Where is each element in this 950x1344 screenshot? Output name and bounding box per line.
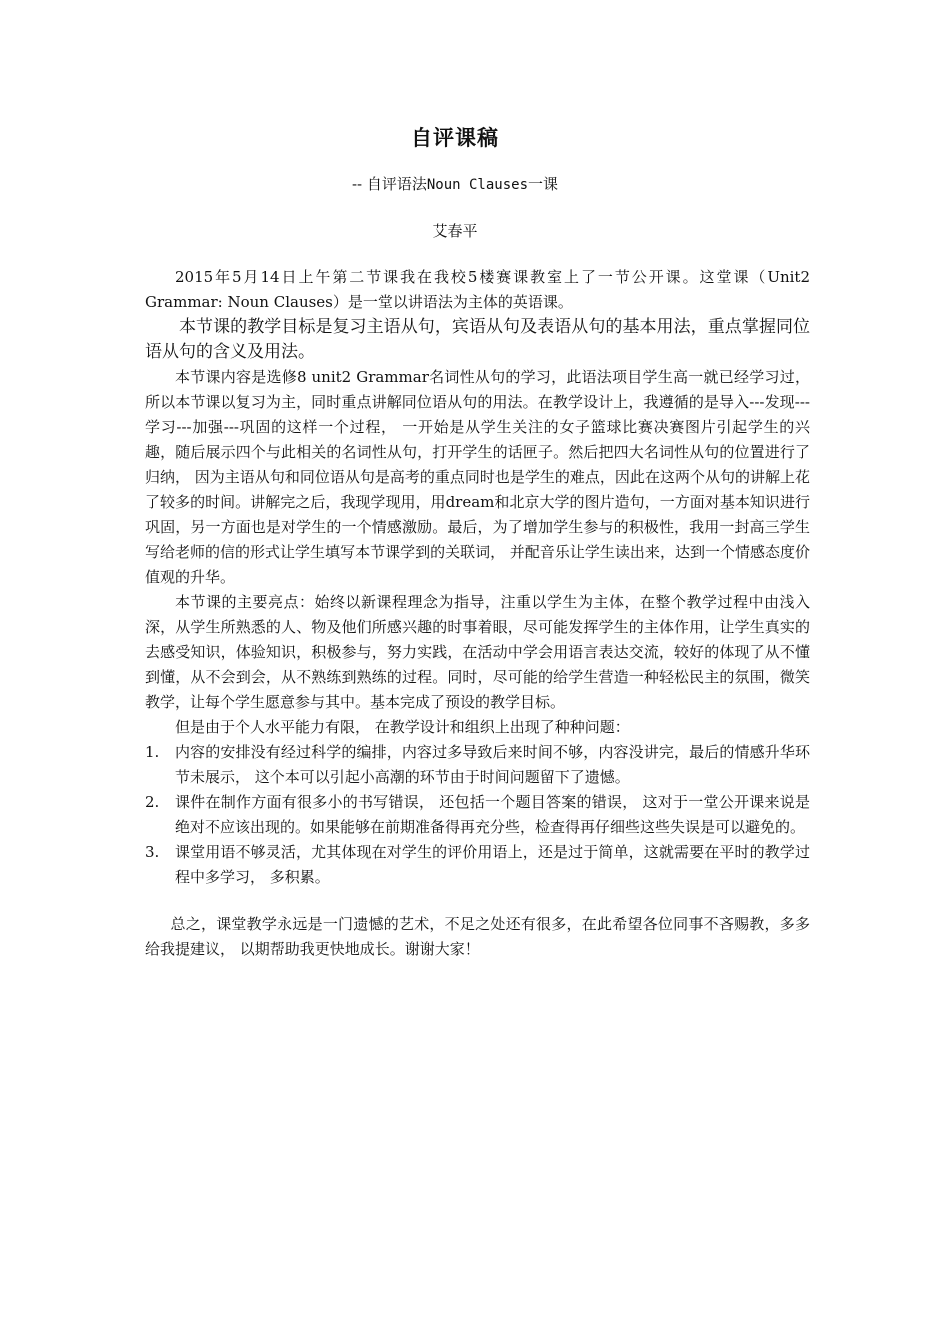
list-item	[145, 790, 810, 840]
paragraph-content: 本节课内容是选修8 unit2 Grammar名词性从句的学习，此语法项目学生高一就已经学习过，所以本节课以复习为主，同时重点讲解同位语从句的用法。在教学设计上，我遵循的是导入---发现---学习---加强---巩固的这样一个过程， 一开始是从学生关注的女子篮球比赛决赛图片引起学生的兴趣，随后展示四个与此相关的名词性从句，打开学生的话匣子。然后把四大名词性从句的位置进行了归纳， 因为主语从句和同位语从句是高考的重点同时也是学生的难点，因此在这两个从句的讲解上花了较多的时间。讲解完之后，我现学现用，用dream和北京大学的图片造句，一方面对基本知识进行巩固，另一方面也是对学生的一个情感激励。最后，为了增加学生参与的积极性，我用一封高三学生写给老师的信的形式让学生填写本节课学到的关联词， 并配音乐让学生读出来，达到一个情感态度价值观的升华。	[145, 368, 810, 586]
subtitle-code: Noun Clauses	[426, 177, 529, 193]
document-subtitle	[0, 173, 910, 194]
paragraph-objective: 本节课的教学目标是复习主语从句，宾语从句及表语从句的基本用法，重点掌握同位语从句的含义及用法。	[145, 317, 810, 362]
list-item	[145, 740, 810, 790]
document-author: 艾春平	[432, 222, 478, 240]
paragraph-problems-intro: 但是由于个人水平能力有限， 在教学设计和组织上出现了种种问题：	[175, 718, 630, 736]
paragraph-intro: 2015年5月14日上午第二节课我在我校5楼赛课教室上了一节公开课。这堂课（Unit2 Grammar: Noun Clauses）是一堂以讲语法为主体的英语课。	[145, 268, 810, 311]
list-item-number: 3.	[145, 843, 160, 861]
document-title: 自评课稿	[411, 126, 499, 150]
list-item-text: 课件在制作方面有很多小的书写错误， 还包括一个题目答案的错误， 这对于一堂公开课来说是绝对不应该出现的。如果能够在前期准备得再充分些，检查得再仔细些这些失误是可以避免的。	[175, 793, 810, 836]
subtitle-suffix: 一课	[528, 175, 559, 193]
list-item-text: 内容的安排没有经过科学的编排，内容过多导致后来时间不够，内容没讲完，最后的情感升华环节未展示， 这个本可以引起小高潮的环节由于时间问题留下了遗憾。	[175, 743, 810, 786]
paragraph-closing: 总之，课堂教学永远是一门遗憾的艺术，不足之处还有很多，在此希望各位同事不吝赐教，多多给我提建议， 以期帮助我更快地成长。谢谢大家！	[145, 915, 810, 958]
paragraph-highlights: 本节课的主要亮点：始终以新课程理念为指导，注重以学生为主体，在整个教学过程中由浅入深，从学生所熟悉的人、物及他们所感兴趣的时事着眼，尽可能发挥学生的主体作用，让学生真实的去感受知识，体验知识，积极参与，努力实践，在活动中学会用语言表达交流，较好的体现了从不懂到懂，从不会到会，从不熟练到熟练的过程。同时，尽可能的给学生营造一种轻松民主的氛围，微笑教学，让每个学生愿意参与其中。基本完成了预设的教学目标。	[145, 593, 810, 711]
subtitle-prefix: -- 自评语法	[351, 175, 427, 193]
document-body	[145, 265, 810, 962]
list-item-number: 2.	[145, 793, 160, 811]
list-item	[145, 840, 810, 890]
problem-list	[145, 740, 810, 890]
list-item-number: 1.	[145, 743, 160, 761]
list-item-text: 课堂用语不够灵活，尤其体现在对学生的评价用语上，还是过于简单，这就需要在平时的教学过程中多学习， 多积累。	[175, 843, 810, 886]
